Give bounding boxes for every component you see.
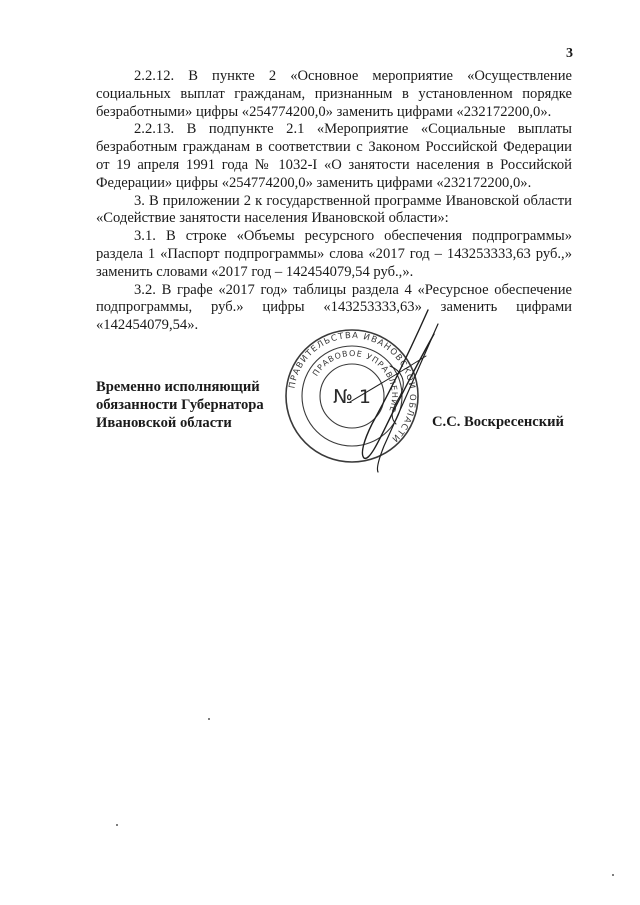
signatory-title-line: обязанности Губернатора bbox=[96, 397, 264, 413]
paragraph-3-2: 3.2. В графе «2017 год» таблицы раздела 4 «Ресурсное обеспечение подпрограммы, руб.» цифры «143253333,63» заменить цифрами «142454079,54». bbox=[96, 281, 572, 334]
signatory-title bbox=[96, 378, 296, 432]
document-body bbox=[96, 68, 572, 335]
page-number: 3 bbox=[566, 46, 573, 61]
signatory-name: С.С. Воскресенский bbox=[432, 414, 564, 430]
stamp-outer-text: ПРАВИТЕЛЬСТВА ИВАНОВСКОЙ ОБЛАСТИ bbox=[287, 330, 418, 445]
paragraph-3-1: 3.1. В строке «Объемы ресурсного обеспечения подпрограммы» раздела 1 «Паспорт подпрограммы» слова «2017 год – 143253333,63 руб.,» заменить словами «2017 год – 142454079,54 руб.,». bbox=[96, 228, 572, 280]
scan-speck bbox=[208, 718, 210, 720]
paragraph-3: 3. В приложении 2 к государственной программе Ивановской области «Содействие занятости населения Ивановской области»: bbox=[96, 192, 572, 227]
stamp-center-number: № 1 bbox=[333, 386, 371, 408]
scan-speck bbox=[612, 874, 614, 876]
paragraph-2-2-13: 2.2.13. В подпункте 2.1 «Мероприятие «Социальные выплаты безработным гражданам в соответствии с Законом Российской Федерации от 19 апреля 1991 года № 1032-I «О занятости населения в Российской Федерации» цифры «254774200,0» заменить цифрами «232172200,0». bbox=[96, 121, 572, 191]
signatory-title-line: Ивановской области bbox=[96, 415, 232, 431]
handwritten-signature bbox=[330, 306, 450, 476]
stamp-inner-text: ПРАВОВОЕ УПРАВЛЕНИЕ bbox=[311, 348, 400, 414]
signatory-title-line: Временно исполняющий bbox=[96, 379, 260, 395]
scan-speck bbox=[116, 824, 118, 826]
paragraph-2-2-12: 2.2.12. В пункте 2 «Основное мероприятие «Осуществление социальных выплат гражданам, признанным в установленном порядке безработными» цифры «254774200,0» заменить цифрами «232172200,0». bbox=[96, 68, 572, 120]
